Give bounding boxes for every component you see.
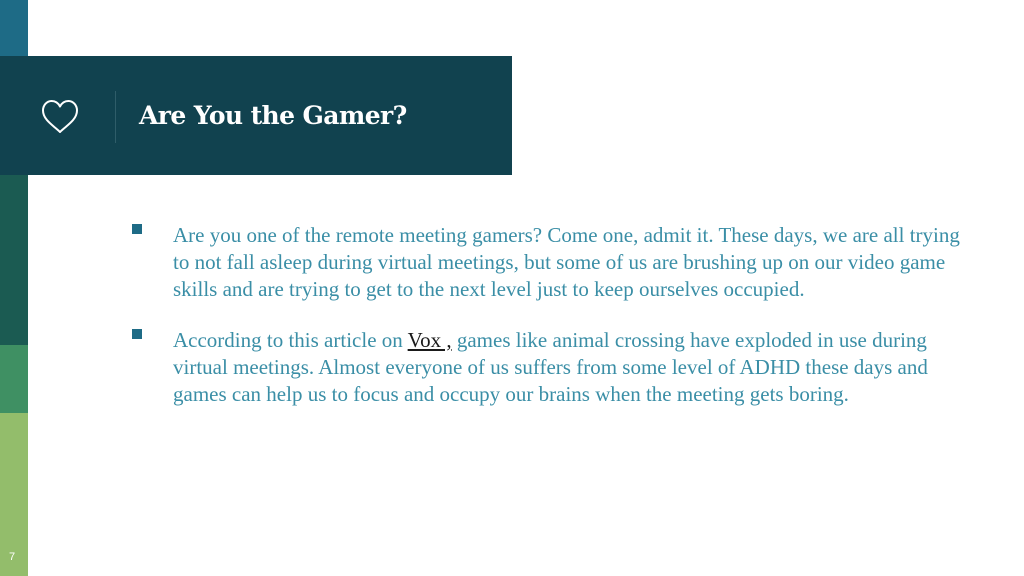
bullet-text: Are you one of the remote meeting gamers? Come one, admit it. These days, we are all trying to not fall asleep during virtual meetings, but some of us are brushing up on our video game skills and are trying to get to the next level just to keep ourselves occupied.: [173, 223, 960, 301]
square-bullet-icon: [132, 224, 142, 234]
page-title: Are You the Gamer?: [139, 101, 407, 130]
side-strip-segment: [0, 175, 28, 345]
vox-article-link[interactable]: Vox ,: [407, 328, 452, 352]
square-bullet-icon: [132, 329, 142, 339]
list-item: [131, 327, 961, 408]
side-strip-segment: [0, 345, 28, 413]
slide-number: 7: [9, 551, 16, 563]
title-divider: [115, 91, 116, 143]
bullet-text-before-link: According to this article on: [173, 328, 408, 352]
bullet-text: [173, 327, 961, 408]
bullet-list: [131, 222, 961, 432]
bullet-text-after-link: games like animal crossing have exploded in use during virtual meetings. Almost everyone of us suffers from some level of ADHD these days and games can help us to focus and occupy our brains when the meeting gets boring.: [173, 328, 928, 406]
list-item: [131, 222, 961, 303]
heart-outline-icon: [41, 99, 79, 135]
side-strip-segment: [0, 0, 28, 57]
